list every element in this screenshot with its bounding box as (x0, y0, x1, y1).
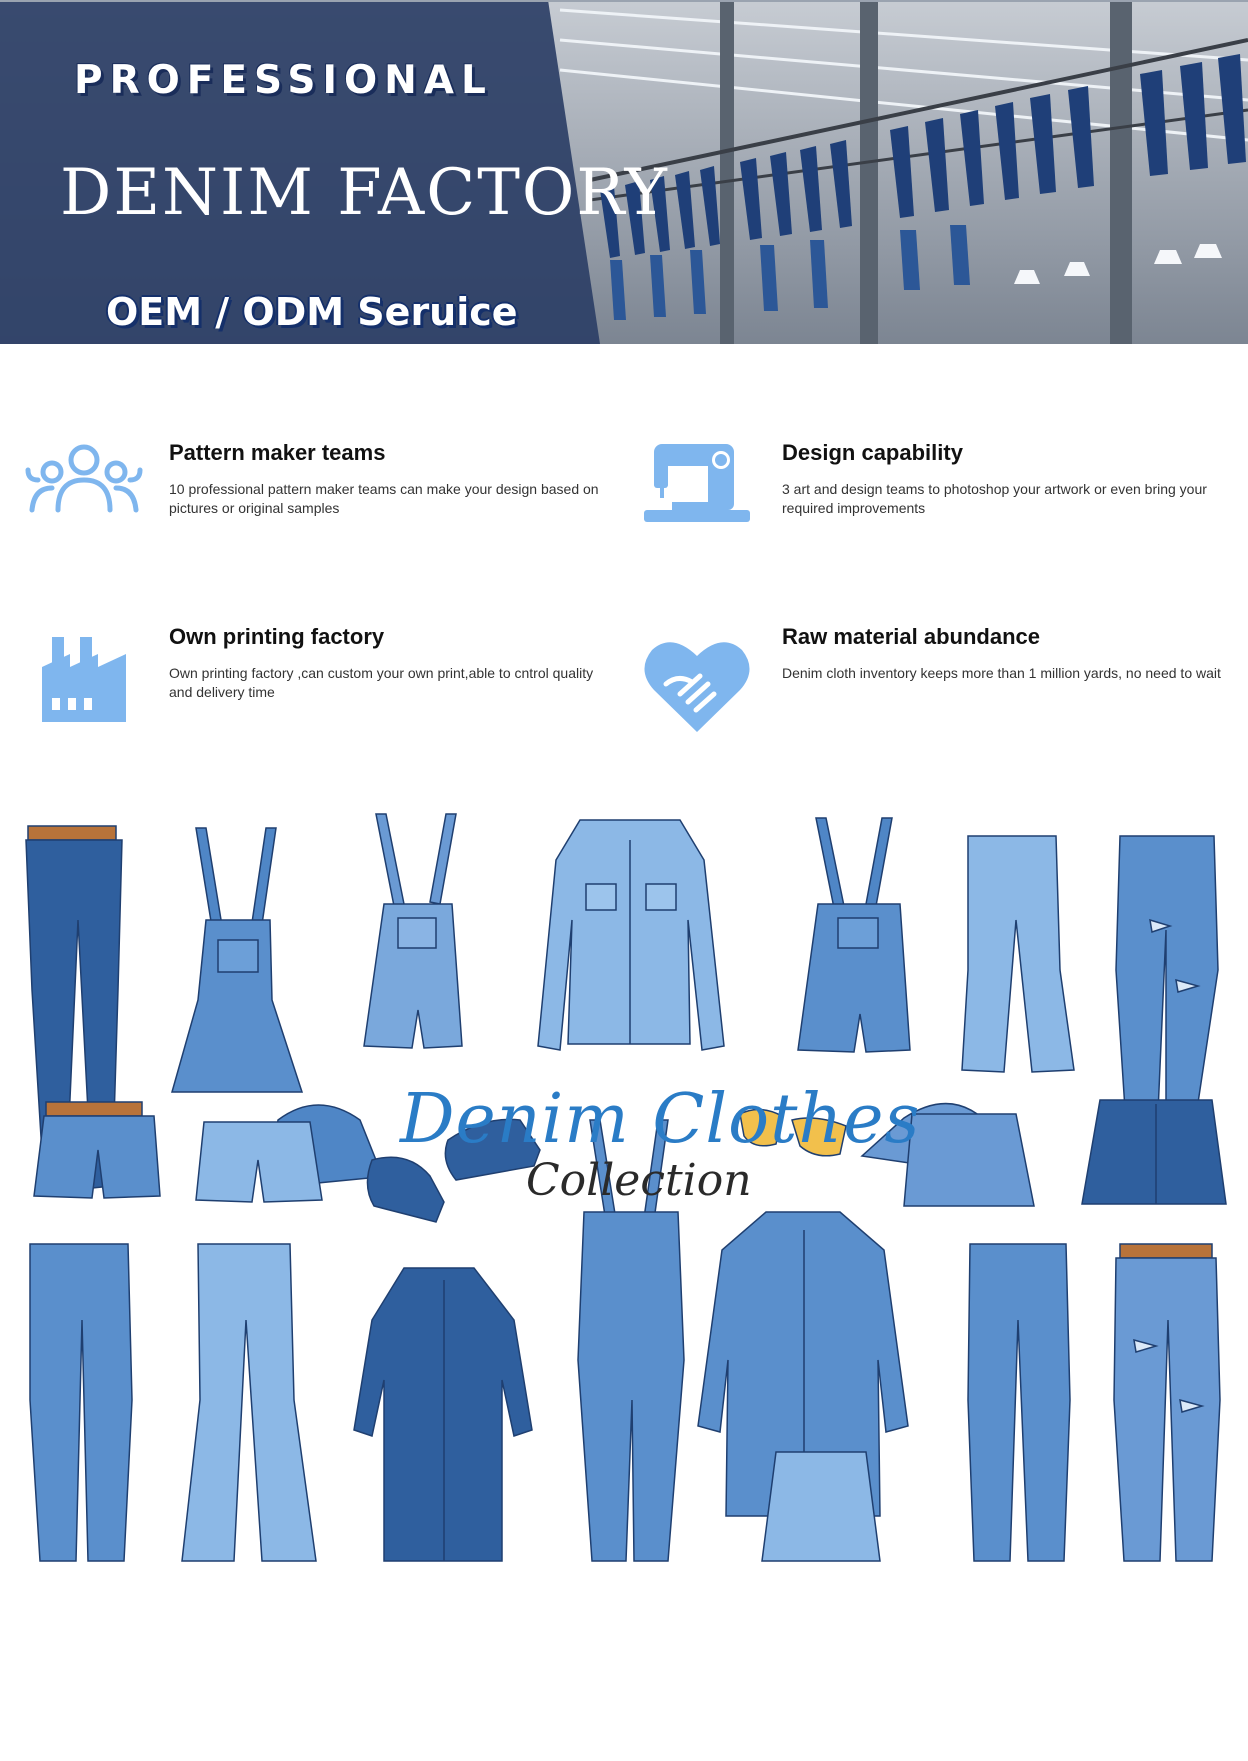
feature-title: Design capability (782, 440, 963, 465)
overall-shorts-icon (798, 818, 910, 1052)
denim-shirt-icon (538, 820, 724, 1050)
feature-description: 10 professional pattern maker teams can make your design based on pictures or original samples (169, 481, 599, 516)
belted-distressed-jeans-icon (1114, 1244, 1220, 1561)
distressed-shorts-icon (196, 1122, 322, 1202)
mini-skirt-icon (762, 1452, 880, 1561)
heart-handshake-icon (642, 636, 752, 736)
distressed-skirt-icon (904, 1114, 1034, 1206)
denim-clothes-illustration (0, 800, 1248, 1761)
feature-description: Own printing factory ,can custom your own print,able to cntrol quality and delivery time (169, 665, 594, 700)
feature-design-capability-text (782, 440, 1248, 560)
feature-description: 3 art and design teams to photoshop your artwork or even bring your required improvements (782, 481, 1207, 516)
overall-shorts-icon (364, 814, 462, 1048)
team-icon (24, 440, 144, 530)
feature-description: Denim cloth inventory keeps more than 1 million yards, no need to wait (782, 665, 1221, 681)
collection-title: Denim Clothes (400, 1080, 921, 1159)
overall-dress-icon (172, 828, 302, 1092)
collection-subtitle: Collection (526, 1155, 752, 1206)
denim-collection-illustration (0, 800, 1248, 1761)
feature-raw-material-text (782, 624, 1248, 744)
hero-service-label: OEM / ODM Seruice (106, 290, 518, 334)
shirt-dress-icon (354, 1268, 532, 1561)
button-skirt-icon (1082, 1100, 1226, 1204)
feature-title: Raw material abundance (782, 624, 1040, 649)
flare-jeans-icon (962, 836, 1074, 1072)
flare-jeans-icon (182, 1244, 316, 1561)
hero-title-denim-factory: DENIM FACTORY (60, 156, 669, 230)
cargo-jeans-icon (30, 1244, 132, 1561)
feature-title: Own printing factory (169, 624, 385, 649)
straight-jeans-icon (968, 1244, 1070, 1561)
feature-title: Pattern maker teams (169, 440, 386, 465)
hero-title-professional: PROFESSIONAL (74, 58, 493, 103)
hero-banner (0, 0, 1248, 344)
factory-icon (40, 632, 130, 722)
sewing-machine-icon (642, 440, 752, 530)
